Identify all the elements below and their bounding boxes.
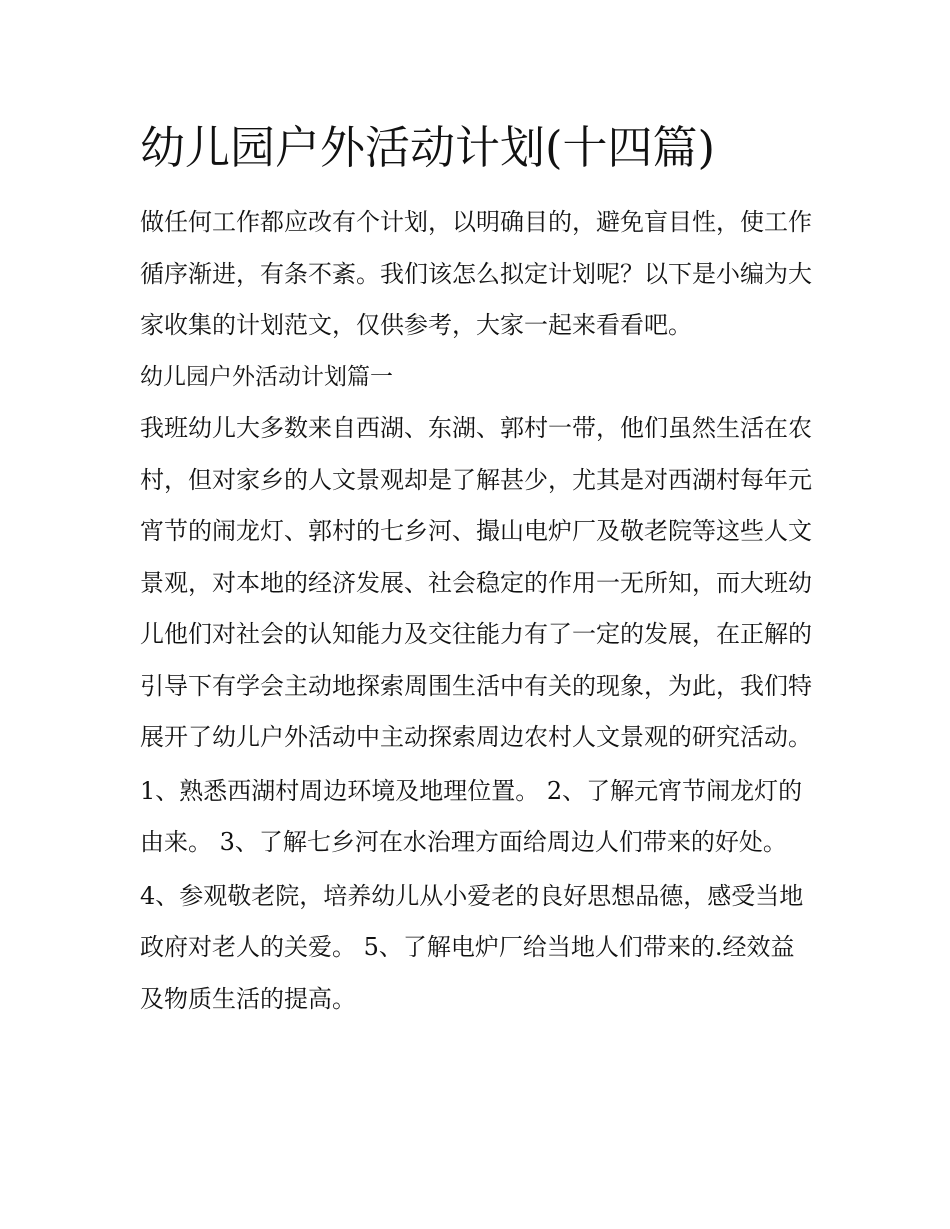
background-paragraph: 我班幼儿大多数来自西湖、东湖、郭村一带，他们虽然生活在农村，但对家乡的人文景观却是了解甚少，尤其是对西湖村每年元宵节的闹龙灯、郭村的七乡河、撮山电炉厂及敬老院等这些人文景观，对本地的经济发展、社会稳定的作用一无所知，而大班幼儿他们对社会的认知能力及交往能力有了一定的发展，在正解的引导下有学会主动地探索周围生活中有关的现象，为此，我们特展开了幼儿户外活动中主动探索周边农村人文景观的研究活动。 bbox=[140, 414, 812, 751]
goals-paragraph-2: 4、参观敬老院，培养幼儿从小爱老的良好思想品德，感受当地政府对老人的关爱。 5、了解电炉厂给当地人们带来的.经效益及物质生活的提高。 bbox=[140, 881, 804, 1013]
section-heading: 幼儿园户外活动计划篇一 bbox=[140, 363, 393, 390]
document-title: 幼儿园户外活动计划(十四篇) bbox=[140, 121, 716, 174]
goals-paragraph-1: 1、熟悉西湖村周边环境及地理位置。 2、了解元宵节闹龙灯的由来。 3、了解七乡河在水治理方面给周边人们带来的好处。 bbox=[140, 776, 803, 856]
document-body bbox=[140, 197, 812, 1025]
intro-paragraph: 做任何工作都应改有个计划，以明确目的，避免盲目性，使工作循序渐进，有条不紊。我们该怎么拟定计划呢？以下是小编为大家收集的计划范文，仅供参考，大家一起来看看吧。 bbox=[140, 208, 812, 339]
